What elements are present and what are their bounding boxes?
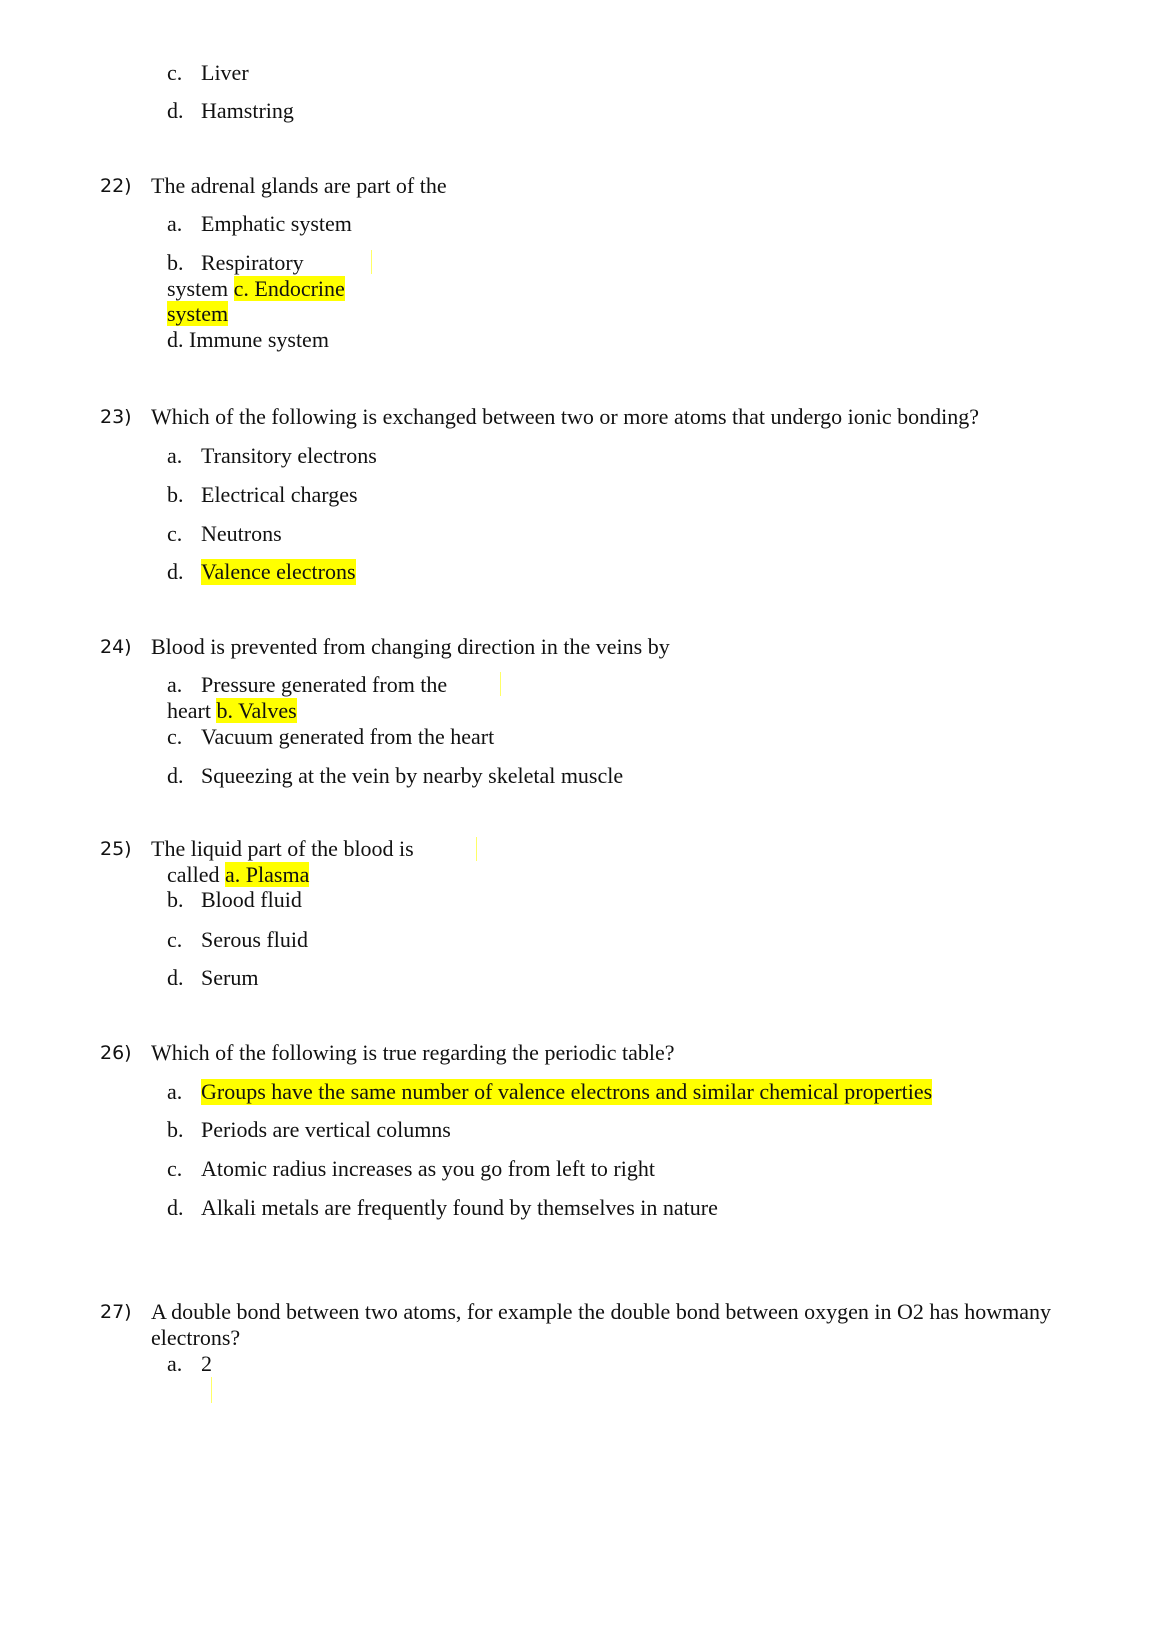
q25-option-d-text: Serum	[201, 965, 259, 990]
question-25-number: 25)	[100, 838, 132, 860]
q26-option-b-letter: b.	[167, 1117, 184, 1142]
q24-option-c-letter: c.	[167, 724, 183, 749]
q24-option-d-letter: d.	[167, 763, 184, 788]
q25-option-b-letter: b.	[167, 887, 184, 912]
q24-line2-plain: heart	[167, 698, 211, 723]
option-d-text: Hamstring	[201, 98, 294, 123]
q22-wrapped-line-3	[167, 301, 228, 327]
q23-option-c-text: Neutrons	[201, 521, 282, 546]
q23-option-b-letter: b.	[167, 482, 184, 507]
option-d-letter: d.	[167, 98, 184, 123]
text-cursor-marker	[500, 672, 501, 696]
question-24-number: 24)	[100, 636, 132, 658]
q26-option-c-text: Atomic radius increases as you go from left to right	[201, 1156, 655, 1181]
q26-answer-highlight: Groups have the same number of valence electrons and similar chemical properties	[201, 1079, 933, 1104]
q25-option-d-letter: d.	[167, 965, 184, 990]
q25-option-b-text: Blood fluid	[201, 887, 302, 912]
question-23-stem: Which of the following is exchanged between two or more atoms that undergo ionic bonding?	[151, 404, 980, 429]
question-24-stem: Blood is prevented from changing direction in the veins by	[151, 634, 670, 659]
question-27-number: 27)	[100, 1301, 132, 1323]
q23-option-d-letter: d.	[167, 559, 184, 584]
q24-answer-highlight: b. Valves	[216, 698, 297, 723]
q24-option-c-text: Vacuum generated from the heart	[201, 724, 495, 749]
option-c-letter: c.	[167, 60, 183, 85]
q26-option-a-letter: a.	[167, 1079, 183, 1104]
q22-answer-highlight-cont: system	[167, 301, 229, 326]
q22-option-d: d. Immune system	[167, 327, 329, 352]
q25-option-c-letter: c.	[167, 927, 183, 952]
q24-wrapped-line-2	[167, 698, 297, 724]
q23-option-a-text: Transitory electrons	[201, 443, 377, 468]
q22-option-b-text: Respiratory	[201, 250, 304, 275]
text-cursor-marker	[476, 837, 477, 861]
q26-option-d-letter: d.	[167, 1195, 184, 1220]
q26-option-b-text: Periods are vertical columns	[201, 1117, 451, 1142]
q23-answer-highlight: Valence electrons	[201, 559, 356, 584]
q23-option-b-text: Electrical charges	[201, 482, 358, 507]
q25-option-c-text: Serous fluid	[201, 927, 308, 952]
question-22-stem: The adrenal glands are part of the	[151, 173, 447, 198]
q27-option-a-text: 2	[201, 1351, 212, 1376]
q26-option-d-text: Alkali metals are frequently found by themselves in nature	[201, 1195, 718, 1220]
q23-option-a-letter: a.	[167, 443, 183, 468]
q24-option-d-text: Squeezing at the vein by nearby skeletal muscle	[201, 763, 624, 788]
option-c-text: Liver	[201, 60, 249, 85]
q22-option-a-letter: a.	[167, 211, 183, 236]
q22-option-b-letter: b.	[167, 250, 184, 275]
q22-option-a-text: Emphatic system	[201, 211, 352, 236]
q23-option-c-letter: c.	[167, 521, 183, 546]
q24-option-a-letter: a.	[167, 672, 183, 697]
question-26-stem: Which of the following is true regarding the periodic table?	[151, 1040, 675, 1065]
question-26-number: 26)	[100, 1042, 132, 1064]
text-cursor-marker	[211, 1377, 212, 1403]
q22-line2-plain: system	[167, 276, 229, 301]
question-22-number: 22)	[100, 175, 132, 197]
q27-option-a-letter: a.	[167, 1351, 183, 1376]
question-25-stem: The liquid part of the blood is	[151, 836, 414, 861]
question-27-stem-line-2: electrons?	[151, 1325, 241, 1350]
q24-option-a-text: Pressure generated from the	[201, 672, 448, 697]
q25-wrapped-line-2	[167, 862, 309, 888]
q22-answer-highlight: c. Endocrine	[233, 276, 345, 301]
q25-answer-highlight: a. Plasma	[225, 862, 310, 887]
question-23-number: 23)	[100, 406, 132, 428]
q22-wrapped-line-2	[167, 276, 345, 302]
text-cursor-marker	[371, 250, 372, 274]
q25-line2-plain: called	[167, 862, 220, 887]
question-27-stem-line-1: A double bond between two atoms, for example the double bond between oxygen in O2 has howmany	[151, 1299, 1051, 1324]
q26-option-c-letter: c.	[167, 1156, 183, 1181]
